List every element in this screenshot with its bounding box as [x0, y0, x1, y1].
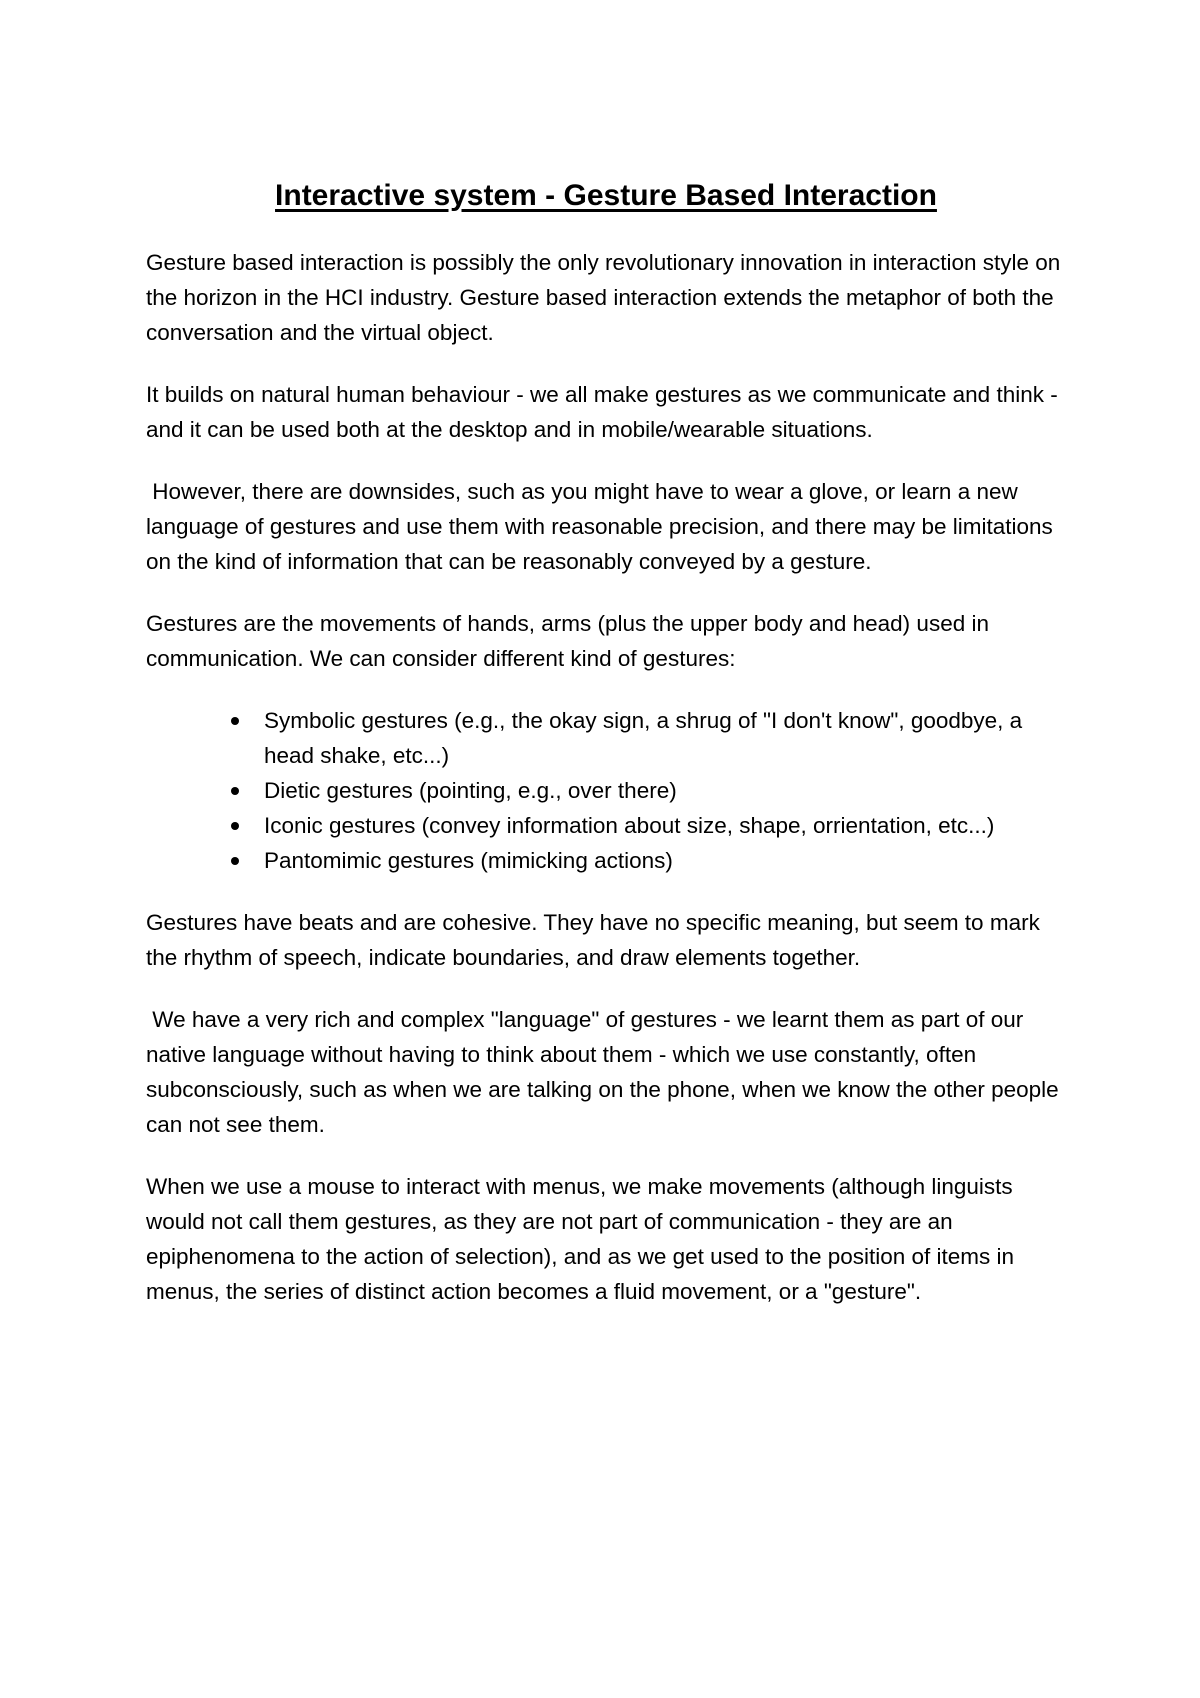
list-item-text: Symbolic gestures (e.g., the okay sign, a shrug of "I don't know", goodbye, a head shake, etc...)	[264, 708, 1023, 768]
document-page	[146, 176, 1066, 1336]
document-title: Interactive system - Gesture Based Interaction	[275, 179, 937, 212]
list-item	[264, 703, 1066, 773]
bullet-dot-icon	[231, 787, 239, 795]
paragraph-language-of-gestures: We have a very rich and complex "language" of gestures - we learnt them as part of our native language without having to think about them - which we use constantly, often subconsciously, such as when we are talking on the phone, when we know the other people can not see them.	[146, 1007, 1065, 1137]
list-item-text: Iconic gestures (convey information about size, shape, orrientation, etc...)	[264, 813, 995, 838]
paragraph-beats: Gestures have beats and are cohesive. They have no specific meaning, but seem to mark the rhythm of speech, indicate boundaries, and draw elements together.	[146, 910, 1040, 970]
paragraph-intro: Gesture based interaction is possibly the only revolutionary innovation in interaction style on the horizon in the HCI industry. Gesture based interaction extends the metaphor of both the conversation and the virtual object.	[146, 250, 1061, 345]
paragraph-gesture-definition: Gestures are the movements of hands, arms (plus the upper body and head) used in communication. We can consider different kind of gestures:	[146, 611, 989, 671]
gesture-types-list	[146, 703, 1066, 878]
list-item	[264, 773, 1066, 808]
bullet-dot-icon	[231, 717, 239, 725]
list-item	[264, 808, 1066, 843]
list-item	[264, 843, 1066, 878]
list-item-text: Pantomimic gestures (mimicking actions)	[264, 848, 673, 873]
list-item-text: Dietic gestures (pointing, e.g., over there)	[264, 778, 677, 803]
paragraph-mouse-movements: When we use a mouse to interact with menus, we make movements (although linguists would not call them gestures, as they are not part of communication - they are an epiphenomena to the action of selection), and as we get used to the position of items in menus, the series of distinct action becomes a fluid movement, or a "gesture".	[146, 1174, 1015, 1304]
paragraph-downsides: However, there are downsides, such as you might have to wear a glove, or learn a new language of gestures and use them with reasonable precision, and there may be limitations on the kind of information that can be reasonably conveyed by a gesture.	[146, 479, 1060, 574]
bullet-dot-icon	[231, 822, 239, 830]
paragraph-natural-behaviour: It builds on natural human behaviour - we all make gestures as we communicate and think - and it can be used both at the desktop and in mobile/wearable situations.	[146, 382, 1058, 442]
bullet-dot-icon	[231, 857, 239, 865]
